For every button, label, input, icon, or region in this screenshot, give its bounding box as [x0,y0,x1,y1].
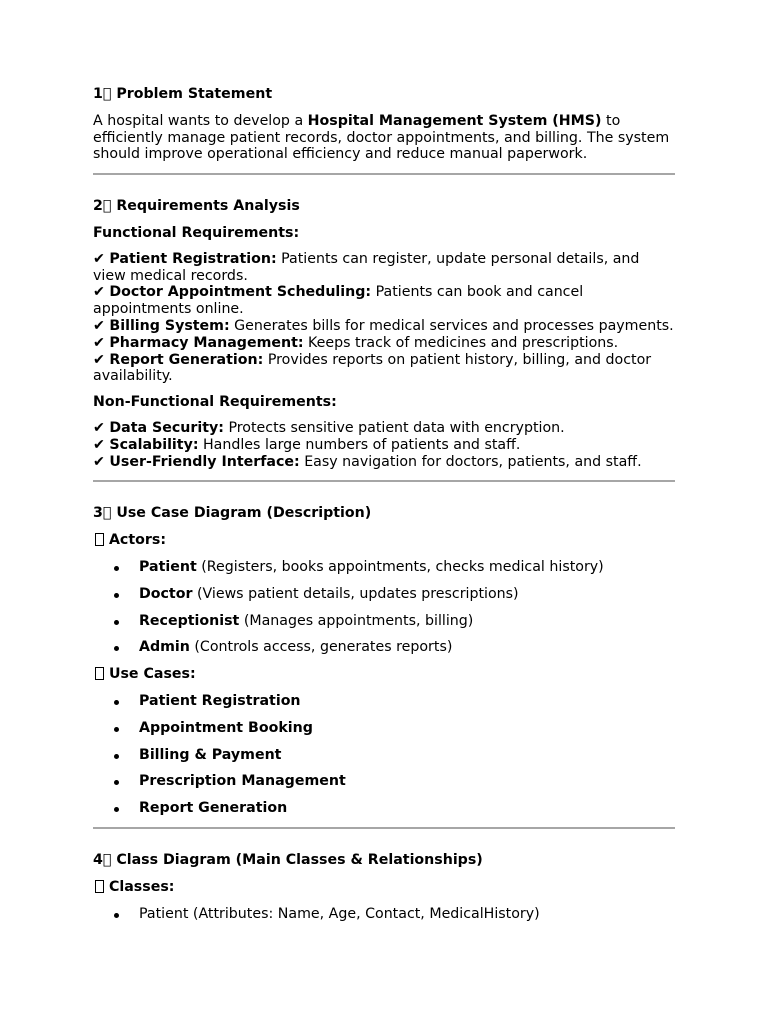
use-case-list-item [93,800,675,817]
check-icon: ✔ [93,351,105,368]
use-case-name: Appointment Booking [139,719,313,736]
missing-glyph-icon [95,533,104,546]
requirement-text: Generates bills for medical services and processes payments. [229,317,674,334]
check-icon: ✔ [93,317,105,334]
problem-statement-paragraph [93,113,675,163]
intro-text-bold: Hospital Management System (HMS) [307,112,602,129]
section-divider [93,173,675,175]
requirement-label: Patient Registration: [109,250,277,267]
intro-text-start: A hospital wants to develop a [93,112,308,129]
class-list-item [93,906,675,923]
use-case-list-item [93,747,675,764]
requirement-label: Billing System: [109,317,230,334]
actor-list-item [93,639,675,656]
use-case-name: Report Generation [139,800,288,817]
requirement-label: Pharmacy Management: [109,334,304,351]
nonfunctional-requirement-item [93,437,675,454]
functional-requirement-item [93,251,675,285]
functional-requirement-item [93,284,675,318]
section-heading-class-diagram: 4⃣ Class Diagram (Main Classes & Relationships) [93,851,483,868]
check-icon: ✔ [93,250,105,267]
requirement-text: Provides reports on patient history, billing, and doctor availability. [93,351,652,385]
classes-list [93,906,675,923]
requirement-label: Data Security: [109,419,224,436]
bullet-icon [114,913,119,918]
actor-description: (Manages appointments, billing) [239,612,474,629]
actors-title [93,532,675,549]
use-cases-list [93,693,675,817]
functional-requirements-title: Functional Requirements: [93,224,300,241]
bullet-icon [114,780,119,785]
section-divider [93,480,675,482]
requirement-label: Scalability: [109,436,199,453]
check-icon: ✔ [93,436,105,453]
use-cases-title [93,666,675,683]
actors-title-text: Actors: [108,532,166,549]
actor-list-item [93,586,675,603]
nonfunctional-requirements-title: Non-Functional Requirements: [93,394,337,411]
use-case-name: Patient Registration [139,692,301,709]
section-divider [93,827,675,829]
bullet-icon [114,754,119,759]
check-icon: ✔ [93,419,105,436]
bullet-icon [114,620,119,625]
requirement-label: Report Generation: [109,351,264,368]
requirement-label: Doctor Appointment Scheduling: [109,284,372,301]
bullet-icon [114,646,119,651]
section-heading-use-case-diagram: 3⃣ Use Case Diagram (Description) [93,505,372,522]
functional-requirements-list [93,251,675,385]
nonfunctional-requirement-item [93,420,675,437]
nonfunctional-requirement-item [93,454,675,471]
bullet-icon [114,727,119,732]
use-case-name: Prescription Management [139,773,346,790]
missing-glyph-icon [95,667,104,680]
functional-requirement-item [93,318,675,335]
actor-description: (Controls access, generates reports) [189,639,453,656]
actor-name: Admin [139,639,190,656]
check-icon: ✔ [93,334,105,351]
bullet-icon [114,700,119,705]
actor-name: Patient [139,558,197,575]
actor-name: Doctor [139,585,193,602]
check-icon: ✔ [93,284,105,301]
nonfunctional-requirements-list [93,420,675,470]
bullet-icon [114,593,119,598]
use-case-name: Billing & Payment [139,746,282,763]
actor-list-item [93,559,675,576]
requirement-text: Protects sensitive patient data with encryption. [223,419,565,436]
requirement-text: Handles large numbers of patients and staff. [198,436,521,453]
use-cases-title-text: Use Cases: [108,666,196,683]
missing-glyph-icon [95,880,104,893]
classes-title-text: Classes: [108,878,175,895]
actor-description: (Registers, books appointments, checks medical history) [196,558,604,575]
requirement-label: User-Friendly Interface: [109,453,300,470]
use-case-list-item [93,773,675,790]
actor-name: Receptionist [139,612,240,629]
requirement-text: Patients can book and cancel appointments online. [93,284,584,318]
classes-title [93,879,675,896]
actor-list-item [93,613,675,630]
actor-description: (Views patient details, updates prescriptions) [192,585,519,602]
section-heading-requirements-analysis: 2⃣ Requirements Analysis [93,198,300,215]
bullet-icon [114,566,119,571]
actors-list [93,559,675,656]
document-content [93,86,675,922]
requirement-text: Patients can register, update personal details, and view medical records. [93,250,640,284]
use-case-list-item [93,693,675,710]
functional-requirement-item [93,352,675,386]
check-icon: ✔ [93,453,105,470]
intro-text-end: to efficiently manage patient records, doctor appointments, and billing. The system should improve operational efficiency and reduce manual paperwork. [93,112,670,163]
class-description: Patient (Attributes: Name, Age, Contact, MedicalHistory) [139,905,540,922]
section-heading-problem-statement: 1⃣ Problem Statement [93,86,273,102]
bullet-icon [114,807,119,812]
use-case-list-item [93,720,675,737]
requirement-text: Keeps track of medicines and prescriptions. [303,334,619,351]
functional-requirement-item [93,335,675,352]
requirement-text: Easy navigation for doctors, patients, and staff. [299,453,642,470]
